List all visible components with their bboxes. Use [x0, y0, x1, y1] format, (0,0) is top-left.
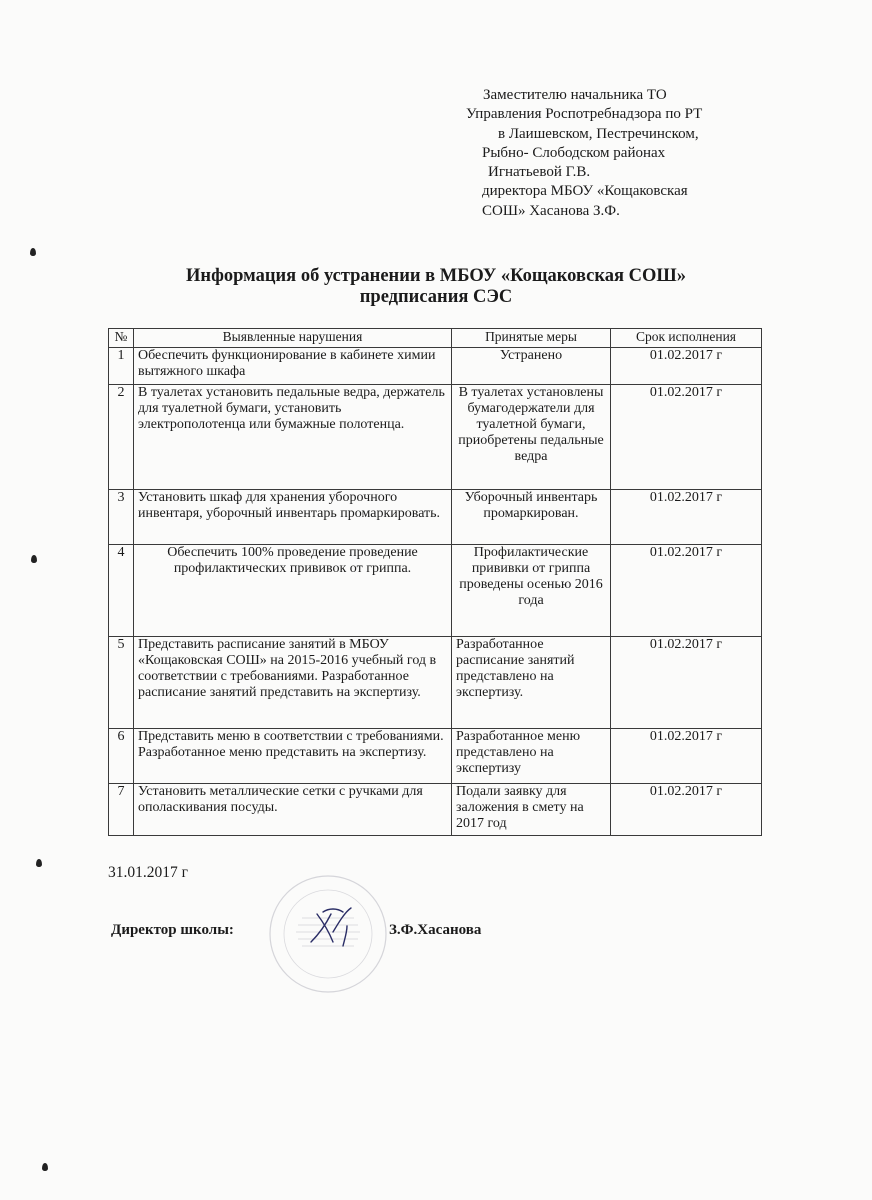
row-measure: Уборочный инвентарь промаркирован. [452, 490, 611, 545]
row-violation: В туалетах установить педальные ведра, держатель для туалетной бумаги, установить электрополотенца или бумажные полотенца. [134, 385, 452, 490]
row-violation: Обеспечить функционирование в кабинете химии вытяжного шкафа [134, 348, 452, 385]
addressee-line: Заместителю начальника ТО [483, 87, 667, 103]
table-row [109, 385, 762, 490]
document-title [0, 266, 872, 308]
row-deadline: 01.02.2017 г [611, 490, 762, 545]
row-measure: В туалетах установлены бумагодержатели для туалетной бумаги, приобретены педальные ведра [452, 385, 611, 490]
table-row [109, 545, 762, 637]
row-num: 6 [109, 729, 134, 784]
row-num: 3 [109, 490, 134, 545]
row-violation: Представить меню в соответствии с требованиями. Разработанное меню представить на экспертизу. [134, 729, 452, 784]
row-num: 1 [109, 348, 134, 385]
violations-table [108, 328, 762, 836]
row-measure: Профилактические прививки от гриппа проведены осенью 2016 года [452, 545, 611, 637]
signature-row [111, 918, 531, 948]
document-date: 31.01.2017 г [108, 864, 188, 881]
addressee-block [466, 86, 702, 221]
row-num: 5 [109, 637, 134, 729]
addressee-line: директора МБОУ «Кощаковская [482, 183, 688, 200]
row-deadline: 01.02.2017 г [611, 348, 762, 385]
row-num: 2 [109, 385, 134, 490]
header-measures: Принятые меры [452, 329, 611, 348]
table-row [109, 490, 762, 545]
addressee-line: Игнатьевой Г.В. [488, 164, 591, 181]
row-measure: Разработанное меню представлено на экспертизу [452, 729, 611, 784]
table-row [109, 348, 762, 385]
row-measure: Подали заявку для заложения в смету на 2017 год [452, 784, 611, 836]
table-row [109, 729, 762, 784]
row-deadline: 01.02.2017 г [611, 545, 762, 637]
row-deadline: 01.02.2017 г [611, 637, 762, 729]
punch-hole-dot [31, 555, 37, 563]
punch-hole-dot [30, 248, 36, 256]
row-violation: Установить металлические сетки с ручками для ополаскивания посуды. [134, 784, 452, 836]
signature-role: Директор школы: [111, 922, 234, 938]
row-violation: Обеспечить 100% проведение проведение профилактических прививок от гриппа. [134, 545, 452, 637]
table-row [109, 784, 762, 836]
row-deadline: 01.02.2017 г [611, 784, 762, 836]
addressee-line: Управления Роспотребнадзора по РТ [466, 106, 703, 123]
title-line-2: предписания СЭС [359, 287, 513, 307]
header-deadline: Срок исполнения [611, 329, 762, 348]
addressee-line: СОШ» Хасанова З.Ф. [482, 202, 620, 219]
row-measure: Устранено [452, 348, 611, 385]
row-violation: Установить шкаф для хранения уборочного инвентаря, уборочный инвентарь промаркировать. [134, 490, 452, 545]
title-line-1: Информация об устранении в МБОУ «Кощаковская СОШ» [186, 266, 686, 286]
table-header-row [109, 329, 762, 348]
addressee-line: в Лаишевском, Пестречинском, [498, 125, 699, 142]
row-num: 4 [109, 545, 134, 637]
table-row [109, 637, 762, 729]
row-measure: Разработанное расписание занятий представлено на экспертизу. [452, 637, 611, 729]
row-num: 7 [109, 784, 134, 836]
row-deadline: 01.02.2017 г [611, 729, 762, 784]
punch-hole-dot [36, 859, 42, 867]
header-num: № [109, 329, 134, 348]
header-violations: Выявленные нарушения [134, 329, 452, 348]
punch-hole-dot [42, 1163, 48, 1171]
row-deadline: 01.02.2017 г [611, 385, 762, 490]
addressee-line: Рыбно- Слободском районах [482, 144, 666, 161]
signature-name: З.Ф.Хасанова [389, 922, 482, 938]
row-violation: Представить расписание занятий в МБОУ «Кощаковская СОШ» на 2015-2016 учебный год в соответствии с требованиями. Разработанное расписание занятий представить на экспертизу. [134, 637, 452, 729]
